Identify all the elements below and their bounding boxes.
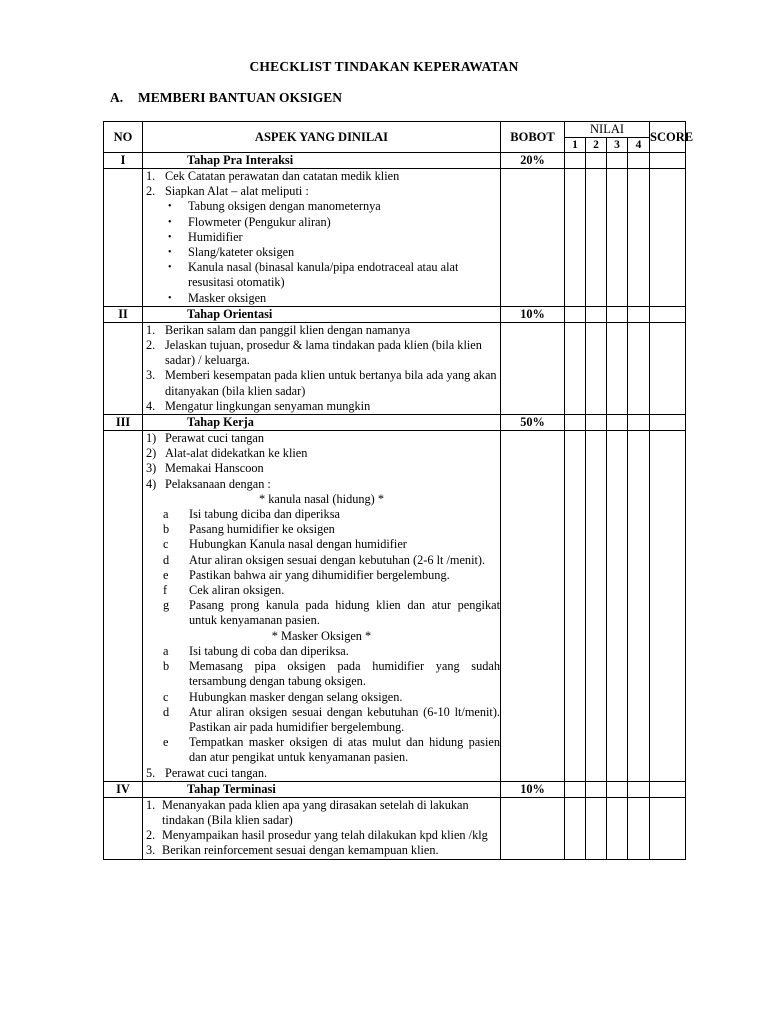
items-no-cell [104,431,143,782]
item-text: Alat-alat didekatkan ke klien [165,446,308,461]
list-item [143,477,500,492]
checklist-body [104,153,686,860]
item-number: g [163,598,170,613]
page-title: CHECKLIST TINDAKAN KEPERAWATAN [249,59,519,74]
item-number: a [163,507,169,522]
item-text: Humidifier [188,229,243,244]
item-number: 5. [146,765,156,780]
header-no: NO [104,122,143,153]
item-number: 1. [146,322,156,337]
item-number: e [163,735,169,750]
nilai-cell [607,797,628,859]
score-cell [650,781,686,797]
item-text: Cek Catatan perawatan dan catatan medik klien [165,169,400,183]
header-nilai: NILAI [565,122,650,138]
nilai-cell [628,781,650,797]
nilai-cell [586,431,607,782]
item-text: Atur aliran oksigen sesuai dengan kebutuhan (2-6 lt /menit). [189,552,486,567]
nilai-cell [628,415,650,431]
nilai-cell [628,322,650,414]
score-cell [650,169,686,307]
checklist-table [103,121,694,860]
bullet-icon: • [168,201,172,213]
item-number: 2. [146,828,156,843]
item-text: Cek aliran oksigen. [189,583,285,598]
list-item [143,431,500,446]
item-text: Tempatkan masker oksigen di atas mulut dan hidung pasien dan atur pengikat untuk kenyamanan pasien. [189,735,500,765]
phase-row [104,415,686,431]
nilai-cell [565,153,586,169]
phase-bobot: 50% [501,415,565,431]
nilai-cell [586,415,607,431]
list-item [143,461,500,476]
list-item [143,629,500,644]
subheading-text: * Masker Oksigen * [271,628,372,643]
bobot-cell [501,797,565,859]
list-item [143,245,500,260]
bullet-icon: • [168,216,172,228]
list-item [143,492,500,507]
item-text: Hubungkan Kanula nasal dengan humidifier [189,537,407,552]
phase-row [104,153,686,169]
phase-bobot: 10% [501,306,565,322]
item-number: 2. [146,338,156,353]
score-cell [650,797,686,859]
score-cell [650,431,686,782]
nilai-cell [565,306,586,322]
item-text: Pastikan bahwa air yang dihumidifier bergelembung. [189,567,450,582]
nilai-cell [565,415,586,431]
list-item [143,798,500,828]
score-cell [650,306,686,322]
bullet-icon: • [168,231,172,243]
list-item [143,537,500,552]
phase-items-row [104,431,686,782]
header-bobot: BOBOT [501,122,565,153]
header-score: SCORE [650,122,686,153]
nilai-cell [586,797,607,859]
list-item [143,260,500,290]
item-text: Memasang pipa oksigen pada humidifier yang sudah tersambung dengan tabung oksigen. [189,659,500,689]
score-cell [650,153,686,169]
nilai-cell [586,169,607,307]
items-no-cell [104,169,143,307]
item-text: Flowmeter (Pengukur aliran) [188,214,331,229]
item-text: Atur aliran oksigen sesuai dengan kebutuhan (6-10 lt/menit). Pastikan air pada humidifier bergelembung. [189,704,500,734]
header-nilai-2: 2 [586,138,607,153]
item-text: Perawat cuci tangan [165,431,265,446]
nilai-cell [565,797,586,859]
nilai-cell [586,153,607,169]
item-text: Hubungkan masker dengan selang oksigen. [189,689,403,704]
item-text: Kanula nasal (binasal kanula/pipa endotraceal atau alat resusitasi otomatik) [188,260,459,290]
list-item [143,215,500,230]
item-number: 1) [146,431,157,446]
section-title: MEMBERI BANTUAN OKSIGEN [138,90,343,105]
list-item [143,598,500,628]
nilai-cell [565,431,586,782]
item-number: c [163,689,169,704]
item-number: a [163,643,169,658]
bullet-icon: • [168,262,172,274]
list-item [143,199,500,214]
item-number: 3. [146,843,156,858]
header-nilai-1: 1 [565,138,586,153]
item-number: d [163,552,170,567]
phase-items-row [104,797,686,859]
nilai-cell [586,306,607,322]
list-item [143,568,500,583]
bobot-cell [501,322,565,414]
list-item [143,766,500,781]
item-number: b [163,522,170,537]
items-cell [143,797,501,859]
item-text: Jelaskan tujuan, prosedur & lama tindakan pada klien (bila klien sadar) / keluarga. [165,338,482,368]
phase-items-row [104,169,686,307]
phase-title: Tahap Orientasi [143,306,501,322]
item-number: 3. [146,368,156,383]
item-number: 4. [146,398,156,413]
nilai-cell [628,306,650,322]
bullet-icon: • [168,292,172,304]
phase-bobot: 20% [501,153,565,169]
items-cell [143,169,501,307]
list-item [143,169,500,184]
item-text: Perawat cuci tangan. [165,765,268,780]
item-text: Pasang prong kanula pada hidung klien dan atur pengikat untuk kenyamanan pasien. [189,598,500,628]
header-nilai-4: 4 [628,138,650,153]
bobot-cell [501,431,565,782]
nilai-cell [565,322,586,414]
list-item [143,507,500,522]
item-number: 1. [146,797,156,812]
item-number: 3) [146,461,157,476]
item-text: Siapkan Alat – alat meliputi : [165,184,309,199]
phase-title: Tahap Kerja [143,415,501,431]
item-text: Masker oksigen [188,290,267,305]
nilai-cell [586,322,607,414]
phase-title: Tahap Pra Interaksi [143,153,501,169]
phase-no: I [104,153,143,169]
item-text: Berikan reinforcement sesuai dengan kemampuan klien. [162,843,439,858]
item-number: 4) [146,476,157,491]
phase-no: III [104,415,143,431]
item-text: Menanyakan pada klien apa yang dirasakan setelah di lakukan tindakan (Bila klien sadar) [162,797,469,827]
item-text: Memberi kesempatan pada klien untuk bertanya bila ada yang akan ditanyakan (bila klien sadar) [165,368,497,398]
list-item [143,291,500,306]
item-number: b [163,659,170,674]
phase-no: IV [104,781,143,797]
nilai-cell [607,322,628,414]
list-item [143,659,500,689]
nilai-cell [565,169,586,307]
item-number: c [163,537,169,552]
item-number: f [163,583,168,598]
phase-no: II [104,306,143,322]
item-text: Tabung oksigen dengan manometernya [188,199,381,214]
list-item [143,705,500,735]
list-item [143,828,500,843]
nilai-cell [607,415,628,431]
phase-items-row [104,322,686,414]
nilai-cell [628,431,650,782]
item-text: Slang/kateter oksigen [188,245,295,260]
list-item [143,522,500,537]
item-text: Mengatur lingkungan senyaman mungkin [165,398,371,413]
items-no-cell [104,797,143,859]
list-item [143,553,500,568]
nilai-cell [628,797,650,859]
item-number: 1. [146,169,156,183]
nilai-cell [628,153,650,169]
header-nilai-3: 3 [607,138,628,153]
nilai-cell [565,781,586,797]
score-cell [650,322,686,414]
list-item [143,323,500,338]
item-text: Pasang humidifier ke oksigen [189,522,335,537]
item-number: d [163,704,170,719]
item-text: Isi tabung diciba dan diperiksa [189,507,340,522]
item-text: Isi tabung di coba dan diperiksa. [189,643,349,658]
list-item [143,735,500,765]
list-item [143,368,500,398]
nilai-cell [607,169,628,307]
list-item [143,690,500,705]
bobot-cell [501,169,565,307]
list-item [143,230,500,245]
header-aspek: ASPEK YANG DINILAI [143,122,501,153]
list-item [143,583,500,598]
item-text: Berikan salam dan panggil klien dengan namanya [165,322,411,337]
items-no-cell [104,322,143,414]
items-cell [143,322,501,414]
nilai-cell [586,781,607,797]
item-number: e [163,567,169,582]
phase-title: Tahap Terminasi [143,781,501,797]
nilai-cell [607,306,628,322]
section-heading [110,90,342,106]
items-cell [143,431,501,782]
list-item [143,184,500,199]
phase-row [104,781,686,797]
list-item [143,644,500,659]
item-number: 2) [146,446,157,461]
subheading-text: * kanula nasal (hidung) * [259,491,384,506]
section-label: A. [110,90,124,105]
item-text: Memakai Hanscoon [165,461,264,476]
item-text: Menyampaikan hasil prosedur yang telah dilakukan kpd klien /klg [162,828,488,843]
nilai-cell [607,153,628,169]
list-item [143,399,500,414]
list-item [143,338,500,368]
list-item [143,843,500,858]
item-text: Pelaksanaan dengan : [165,476,271,491]
nilai-cell [607,431,628,782]
score-cell [650,415,686,431]
phase-bobot: 10% [501,781,565,797]
nilai-cell [607,781,628,797]
nilai-cell [628,169,650,307]
list-item [143,446,500,461]
bullet-icon: • [168,247,172,259]
phase-row [104,306,686,322]
item-number: 2. [146,184,156,199]
